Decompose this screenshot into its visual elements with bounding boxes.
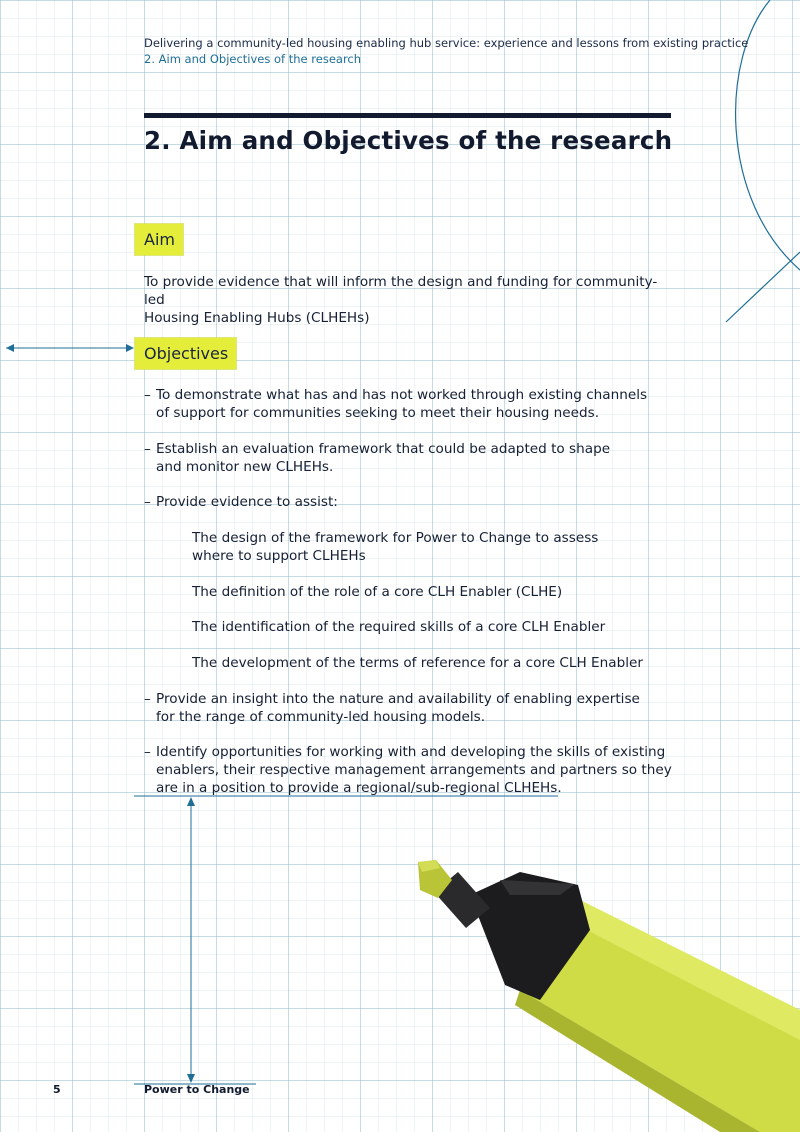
footer-brand: Power to Change xyxy=(144,1083,250,1096)
objective-subitem: The identification of the required skills of a core CLH Enabler xyxy=(192,619,606,635)
objective-item: – Establish an evaluation framework that could be adapted to shape and monitor new CLHEHs. xyxy=(144,441,611,475)
objective-item: – To demonstrate what has and has not worked through existing channels of support for communities seeking to meet their housing needs. xyxy=(144,387,648,421)
objective-subitem: The design of the framework for Power to Change to assess where to support CLHEHs xyxy=(192,530,599,564)
aim-text xyxy=(144,273,664,327)
vertical-dimension-arrow xyxy=(134,796,558,1084)
objectives-heading: Objectives xyxy=(135,338,236,369)
objective-item: – Provide an insight into the nature and availability of enabling expertise for the range of community-led housing models. xyxy=(144,691,640,725)
objective-subitem: The definition of the role of a core CLH Enabler (CLHE) xyxy=(192,584,563,600)
aim-text-line: To provide evidence that will inform the design and funding for community-led xyxy=(144,274,658,308)
objective-item: – Identify opportunities for working with and developing the skills of existing enablers, their respective management arrangements and partners so they are in a position to provide a regional/sub-regional CLHEHs. xyxy=(144,744,672,796)
title-rule xyxy=(144,113,671,118)
header-document-title: Delivering a community-led housing enabling hub service: experience and lessons from existing practice xyxy=(144,36,749,50)
horizontal-dimension-arrow xyxy=(6,344,134,352)
page-title: 2. Aim and Objectives of the research xyxy=(144,126,673,155)
objective-subitem: The development of the terms of reference for a core CLH Enabler xyxy=(192,655,643,671)
aim-heading: Aim xyxy=(135,224,183,255)
highlighter-pen-illustration xyxy=(418,860,800,1132)
header-section-title: 2. Aim and Objectives of the research xyxy=(144,52,362,66)
page-number: 5 xyxy=(53,1083,61,1096)
aim-text-line: Housing Enabling Hubs (CLHEHs) xyxy=(144,310,370,326)
objective-item: – Provide evidence to assist: xyxy=(144,494,338,510)
running-header xyxy=(144,35,748,67)
